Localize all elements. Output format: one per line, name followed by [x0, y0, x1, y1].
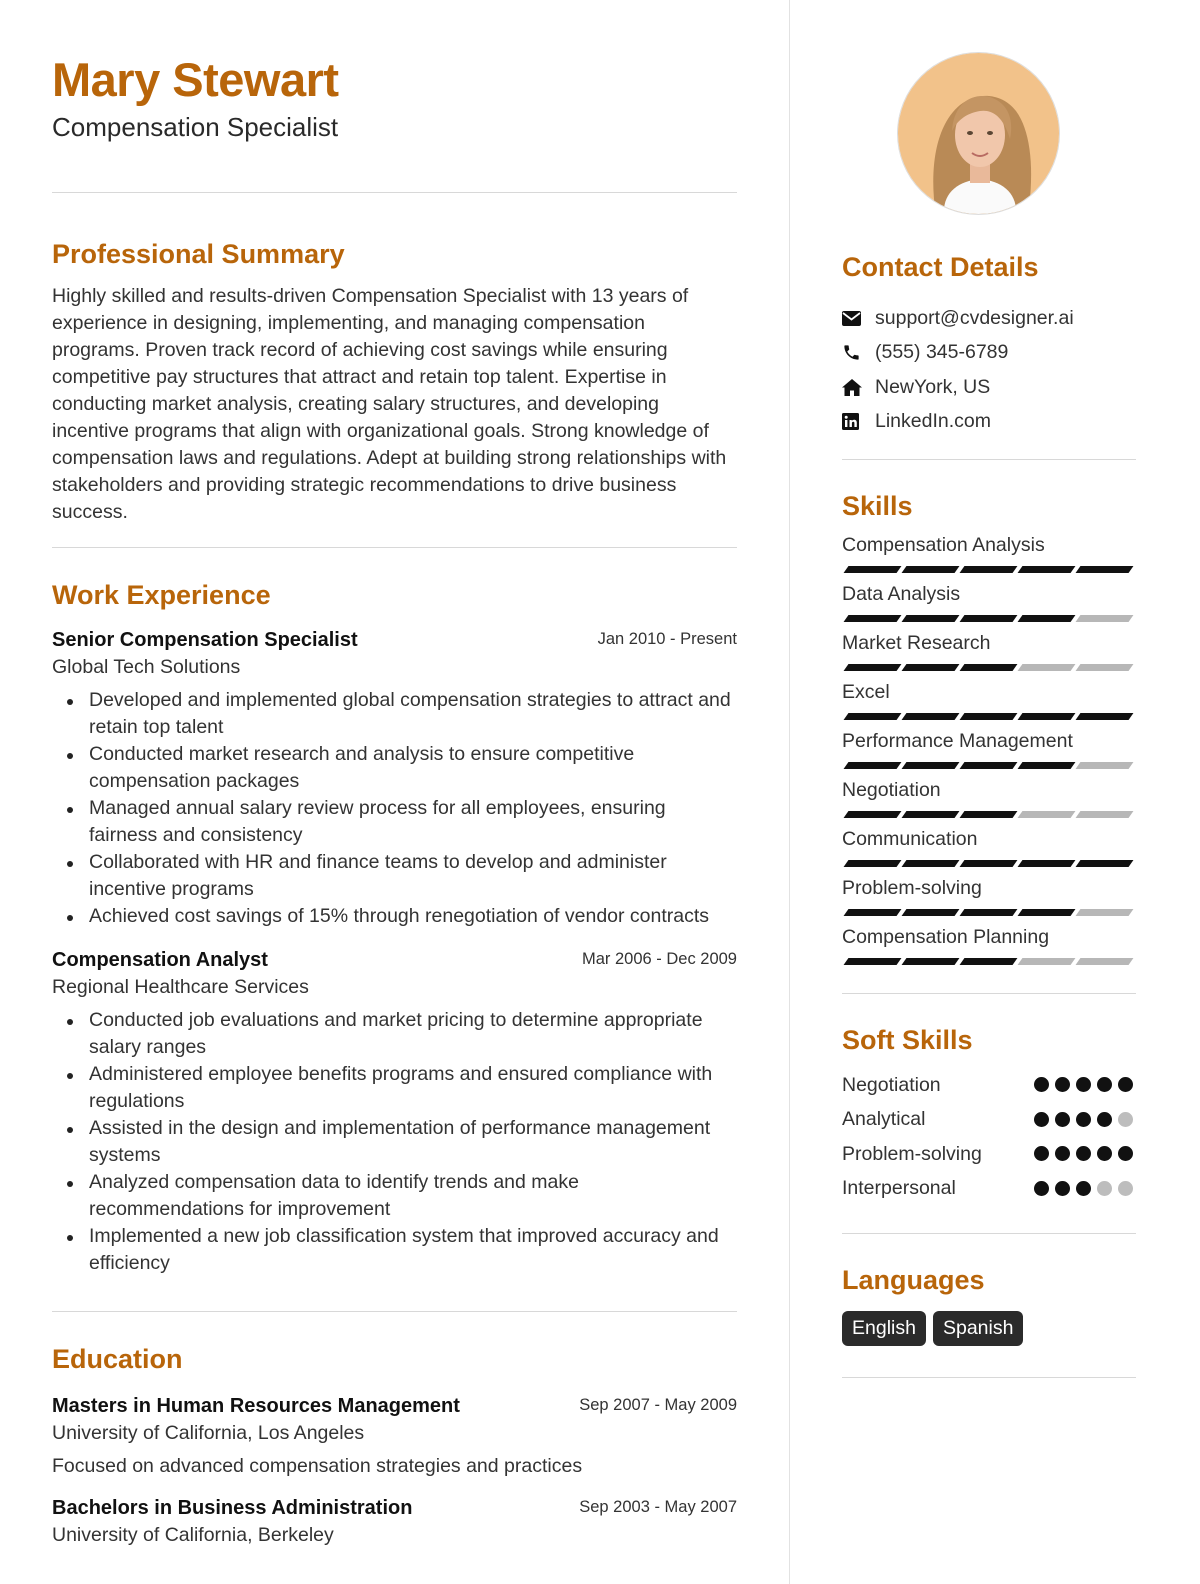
skill-level-segment	[1018, 713, 1076, 720]
contact-text: NewYork, US	[875, 375, 991, 398]
rating-dot	[1034, 1112, 1049, 1127]
contact-item	[842, 405, 1136, 440]
skill-level-segment	[844, 762, 902, 769]
skill-item	[842, 875, 1136, 916]
job-role: Senior Compensation Specialist	[52, 629, 358, 651]
job-dates: Mar 2006 - Dec 2009	[581, 950, 737, 968]
skill-level-segment	[902, 664, 960, 671]
candidate-title: Compensation Specialist	[52, 112, 339, 142]
education-degree: Bachelors in Business Administration	[52, 1497, 413, 1519]
skill-level-segment	[902, 762, 960, 769]
soft-skill-rating	[1028, 1146, 1133, 1161]
divider	[52, 547, 737, 548]
job-dates: Jan 2010 - Present	[597, 630, 737, 648]
education-school: University of California, Los Angeles	[52, 1422, 365, 1444]
summary-heading: Professional Summary	[52, 239, 345, 269]
job-bullet: Administered employee benefits programs and ensured compliance with regulations	[52, 1061, 737, 1115]
education-entry	[52, 1392, 737, 1480]
skill-level-segment	[1018, 615, 1076, 622]
job-bullets	[52, 1007, 737, 1277]
job-company: Global Tech Solutions	[52, 656, 241, 678]
skill-name: Communication	[842, 828, 978, 850]
skill-level-segment	[1018, 909, 1076, 916]
skills-heading: Skills	[842, 491, 913, 521]
education-school: University of California, Berkeley	[52, 1524, 334, 1546]
skill-level-segment	[1076, 713, 1134, 720]
divider	[842, 993, 1136, 994]
rating-dot	[1097, 1112, 1112, 1127]
rating-dot	[1118, 1077, 1133, 1092]
skill-level-segment	[960, 958, 1018, 965]
contact-item	[842, 301, 1136, 336]
skill-level-bar	[842, 713, 1136, 720]
experience-heading: Work Experience	[52, 580, 271, 610]
phone-icon	[842, 343, 864, 363]
rating-dot	[1076, 1181, 1091, 1196]
education-degree: Masters in Human Resources Management	[52, 1395, 460, 1417]
education-description: Focused on advanced compensation strategies and practices	[52, 1455, 583, 1477]
job-entry	[52, 946, 737, 1277]
soft-skill-rating	[1028, 1077, 1133, 1092]
skills-list	[842, 532, 1136, 965]
skill-level-segment	[1018, 566, 1076, 573]
skill-item	[842, 826, 1136, 867]
skill-name: Compensation Analysis	[842, 534, 1045, 556]
skill-name: Data Analysis	[842, 583, 961, 605]
skill-level-segment	[902, 566, 960, 573]
job-bullet: Assisted in the design and implementation of performance management systems	[52, 1115, 737, 1169]
divider	[52, 192, 737, 193]
linkedin-icon	[842, 412, 864, 432]
skill-level-bar	[842, 664, 1136, 671]
soft-skill-rating	[1028, 1112, 1133, 1127]
contact-heading: Contact Details	[842, 252, 1039, 282]
portrait-image	[898, 53, 1060, 215]
soft-skills-list	[842, 1068, 1136, 1206]
skill-level-bar	[842, 909, 1136, 916]
divider	[842, 459, 1136, 460]
summary-text: Highly skilled and results-driven Compensation Specialist with 13 years of experience in designing, implementing, and managing compensation programs. Proven track record of achieving cost savings while ensuring competitive pay structures that attract and retain top talent. Expertise in conducting market analysis, creating salary structures, and developing incentive programs that align with organizational goals. Strong knowledge of compensation laws and regulations. Adept at building strong relationships with stakeholders and providing strategic recommendations to drive business success.	[52, 285, 727, 523]
skill-level-segment	[960, 811, 1018, 818]
skill-level-bar	[842, 566, 1136, 573]
skill-level-segment	[902, 958, 960, 965]
skill-item	[842, 630, 1136, 671]
skill-level-segment	[960, 615, 1018, 622]
skill-level-segment	[844, 566, 902, 573]
job-bullet: Analyzed compensation data to identify trends and make recommendations for improvement	[52, 1169, 737, 1223]
skill-level-segment	[960, 762, 1018, 769]
job-bullets	[52, 687, 737, 930]
contact-item	[842, 370, 1136, 405]
avatar	[897, 52, 1060, 215]
skill-name: Market Research	[842, 632, 991, 654]
skill-level-segment	[1018, 664, 1076, 671]
job-bullet: Managed annual salary review process for all employees, ensuring fairness and consistency	[52, 795, 737, 849]
rating-dot	[1055, 1112, 1070, 1127]
skill-level-segment	[960, 713, 1018, 720]
skill-level-segment	[1076, 958, 1134, 965]
rating-dot	[1097, 1146, 1112, 1161]
soft-skill-item	[842, 1103, 1136, 1138]
job-bullet: Achieved cost savings of 15% through renegotiation of vendor contracts	[52, 903, 737, 930]
rating-dot	[1118, 1181, 1133, 1196]
skill-level-segment	[1076, 860, 1134, 867]
education-heading: Education	[52, 1344, 183, 1374]
rating-dot	[1118, 1146, 1133, 1161]
rating-dot	[1076, 1077, 1091, 1092]
education-header	[52, 1494, 737, 1522]
soft-skill-name: Negotiation	[842, 1073, 941, 1096]
job-bullet: Conducted market research and analysis to ensure competitive compensation packages	[52, 741, 737, 795]
skill-name: Negotiation	[842, 779, 941, 801]
skill-level-segment	[1076, 615, 1134, 622]
skill-level-segment	[1018, 811, 1076, 818]
soft-skill-rating	[1028, 1181, 1133, 1196]
skill-item	[842, 728, 1136, 769]
divider	[842, 1233, 1136, 1234]
contact-text: support@cvdesigner.ai	[875, 306, 1074, 329]
soft-skill-item	[842, 1137, 1136, 1172]
skill-level-segment	[902, 615, 960, 622]
soft-skill-item	[842, 1172, 1136, 1207]
skill-level-bar	[842, 958, 1136, 965]
skill-level-segment	[960, 664, 1018, 671]
skill-level-segment	[960, 909, 1018, 916]
skill-level-segment	[844, 909, 902, 916]
job-company: Regional Healthcare Services	[52, 976, 309, 998]
skill-item	[842, 532, 1136, 573]
languages-heading: Languages	[842, 1265, 985, 1295]
soft-skill-name: Analytical	[842, 1108, 926, 1131]
skill-level-segment	[844, 811, 902, 818]
job-header	[52, 626, 737, 654]
contact-list	[842, 301, 1136, 439]
rating-dot	[1055, 1077, 1070, 1092]
rating-dot	[1076, 1112, 1091, 1127]
skill-level-segment	[1076, 811, 1134, 818]
education-dates: Sep 2003 - May 2007	[579, 1498, 737, 1516]
rating-dot	[1097, 1077, 1112, 1092]
skill-level-segment	[844, 713, 902, 720]
education-list	[52, 1392, 737, 1549]
rating-dot	[1034, 1077, 1049, 1092]
skill-level-segment	[1076, 762, 1134, 769]
skill-level-bar	[842, 860, 1136, 867]
skill-level-segment	[1076, 566, 1134, 573]
skill-level-bar	[842, 762, 1136, 769]
envelope-icon	[842, 308, 864, 328]
education-dates: Sep 2007 - May 2009	[579, 1396, 737, 1414]
contact-item	[842, 336, 1136, 371]
main-column	[52, 52, 737, 1549]
skill-level-bar	[842, 615, 1136, 622]
soft-skills-heading: Soft Skills	[842, 1025, 973, 1055]
home-icon	[842, 377, 864, 397]
skill-item	[842, 679, 1136, 720]
skill-level-segment	[1076, 909, 1134, 916]
rating-dot	[1034, 1146, 1049, 1161]
education-entry	[52, 1494, 737, 1549]
soft-skill-name: Interpersonal	[842, 1177, 956, 1200]
job-role: Compensation Analyst	[52, 949, 268, 971]
skill-level-segment	[844, 664, 902, 671]
education-header	[52, 1392, 737, 1420]
skill-level-segment	[902, 860, 960, 867]
job-bullet: Developed and implemented global compensation strategies to attract and retain top talent	[52, 687, 737, 741]
skill-name: Compensation Planning	[842, 926, 1050, 948]
contact-text: (555) 345-6789	[875, 341, 1009, 364]
skill-item	[842, 581, 1136, 622]
rating-dot	[1097, 1181, 1112, 1196]
divider	[52, 1311, 737, 1312]
soft-skill-item	[842, 1068, 1136, 1103]
divider	[842, 1377, 1136, 1378]
skill-level-segment	[960, 860, 1018, 867]
job-list	[52, 626, 737, 1277]
rating-dot	[1076, 1146, 1091, 1161]
skill-level-segment	[960, 566, 1018, 573]
skill-name: Problem-solving	[842, 877, 982, 899]
rating-dot	[1055, 1146, 1070, 1161]
skill-level-segment	[1018, 958, 1076, 965]
rating-dot	[1118, 1112, 1133, 1127]
rating-dot	[1055, 1181, 1070, 1196]
skill-level-segment	[1018, 762, 1076, 769]
rating-dot	[1034, 1181, 1049, 1196]
job-header	[52, 946, 737, 974]
skill-level-segment	[902, 713, 960, 720]
language-pill: Spanish	[933, 1311, 1023, 1346]
skill-level-segment	[902, 909, 960, 916]
skill-level-segment	[1018, 860, 1076, 867]
job-bullet: Implemented a new job classification system that improved accuracy and efficiency	[52, 1223, 737, 1277]
column-divider	[789, 0, 790, 1584]
skill-level-segment	[844, 958, 902, 965]
skill-name: Performance Management	[842, 730, 1073, 752]
skill-item	[842, 777, 1136, 818]
language-pill: English	[842, 1311, 926, 1346]
job-entry	[52, 626, 737, 930]
skill-name: Excel	[842, 681, 890, 703]
job-bullet: Collaborated with HR and finance teams to develop and administer incentive programs	[52, 849, 737, 903]
contact-text: LinkedIn.com	[875, 410, 991, 433]
skill-level-bar	[842, 811, 1136, 818]
skill-item	[842, 924, 1136, 965]
soft-skill-name: Problem-solving	[842, 1142, 982, 1165]
job-bullet: Conducted job evaluations and market pricing to determine appropriate salary ranges	[52, 1007, 737, 1061]
candidate-name: Mary Stewart	[52, 53, 339, 106]
skill-level-segment	[844, 860, 902, 867]
language-list	[842, 1311, 1136, 1346]
skill-level-segment	[844, 615, 902, 622]
skill-level-segment	[1076, 664, 1134, 671]
skill-level-segment	[902, 811, 960, 818]
